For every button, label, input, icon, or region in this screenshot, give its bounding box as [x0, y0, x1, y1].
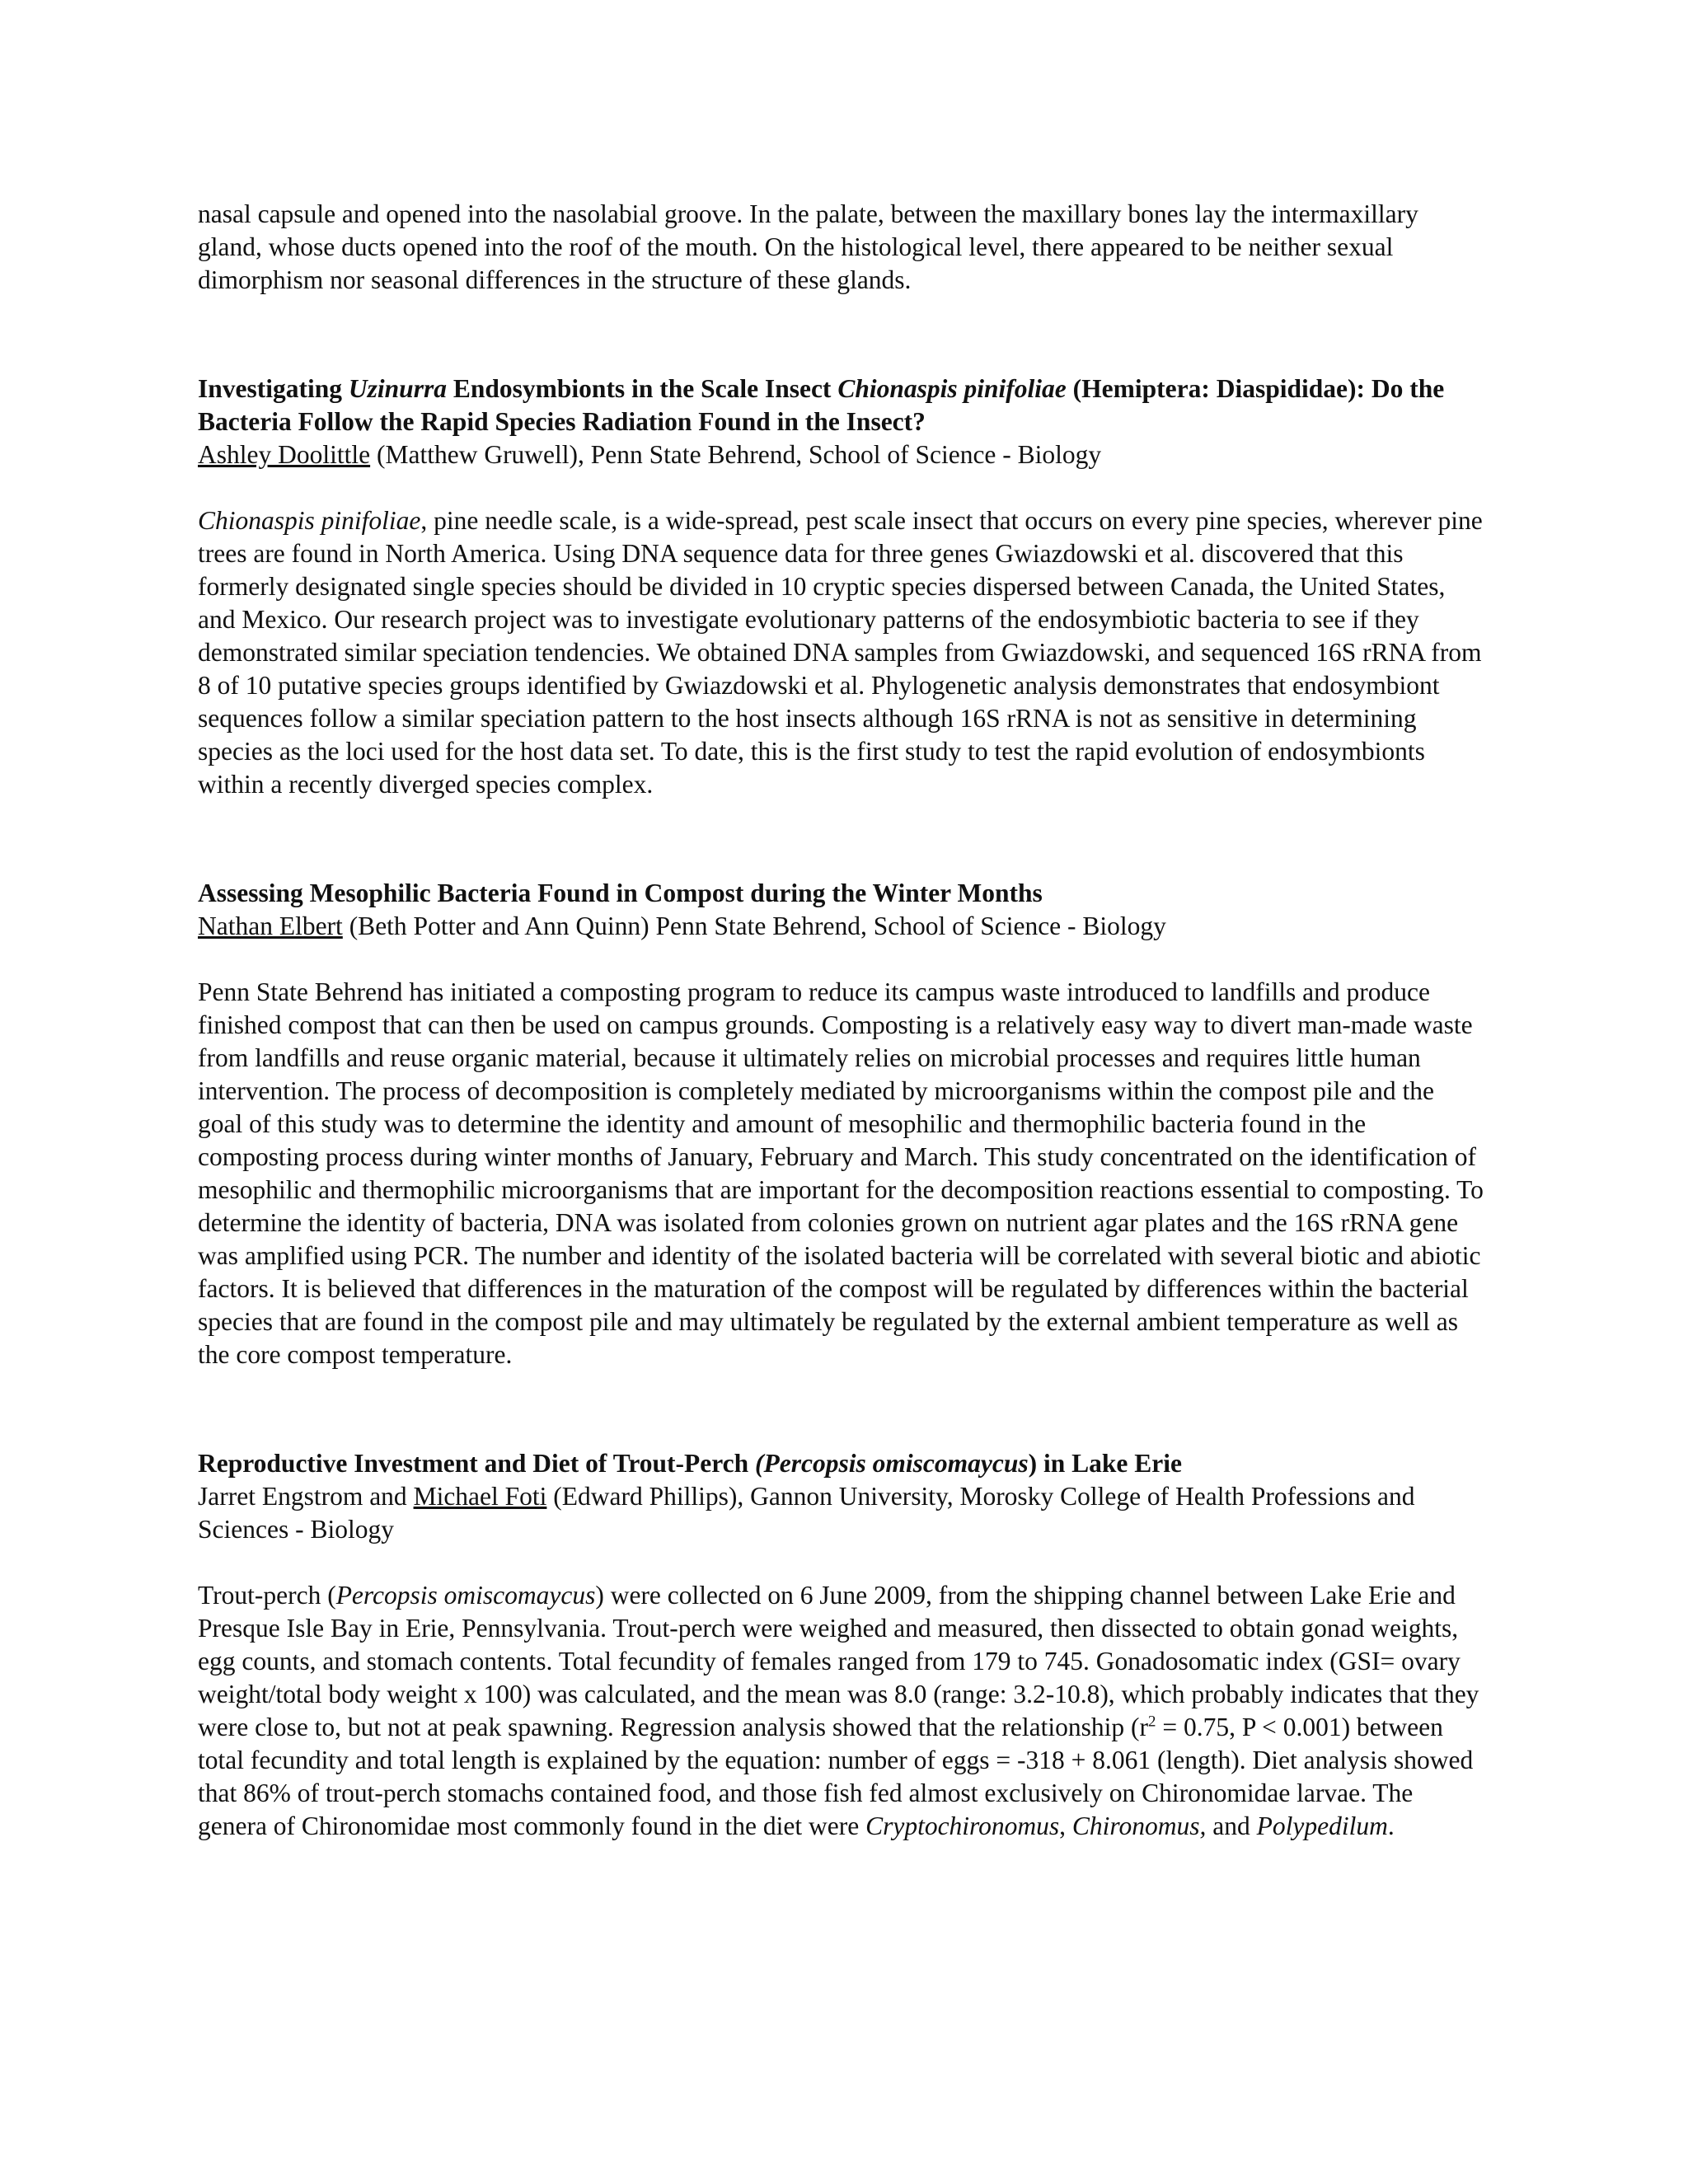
abstract-authors [198, 1480, 1484, 1546]
title-taxon: (Percopsis omiscomaycus [755, 1449, 1029, 1478]
abstract-title [198, 373, 1484, 438]
abstract-title [198, 877, 1484, 910]
body-text: . [1387, 1811, 1395, 1840]
body-taxon: Chironomus, [1071, 1811, 1207, 1840]
abstract-3 [198, 1447, 1484, 1843]
document-page [198, 198, 1484, 1843]
body-text: ) were collected on 6 June 2009, from the shipping channel between Lake Erie and Presque Isle Bay in Erie, Pennsylvania. Trout-perch were weighed and measured, then dissected to obtain gonad weights, egg counts, and stomach contents. Total fecundity of females ranged from 179 to 745. Gonadosomatic index (GSI= ovary weight/total body weight x 100) was calculated, and the mean was 8.0 (range: 3.2-10.8), which probably indicates that they were close to, but not at peak spawning. Regression analysis showed that the relationship (r [198, 1581, 1479, 1741]
body-text: , [1059, 1811, 1072, 1840]
title-text: Reproductive Investment and Diet of Trout-Perch [198, 1449, 756, 1478]
title-text: (Hemiptera: Diaspididae): Do the Bacteria Follow the Rapid Species Radiation Found in the Insect? [198, 374, 1445, 436]
presenter-name: Michael Foti [413, 1482, 547, 1511]
body-taxon: Cryptochironomus [865, 1811, 1060, 1840]
body-text: Trout-perch ( [198, 1581, 336, 1610]
presenter-name: Ashley Doolittle [198, 440, 371, 469]
co-author: Jarret Engstrom and [198, 1482, 414, 1511]
body-text: = 0.75, P < 0.001) between total fecundity and total length is explained by the equation: number of eggs = -318 + 8.061 (length). Diet analysis showed that 86% of trout-perch stomachs contained food, and those fish fed almost exclusively on Chironomidae larvae. The genera of Chironomidae most commonly found in the diet were [198, 1713, 1474, 1840]
authors-affiliation: (Matthew Gruwell), Penn State Behrend, School of Science - Biology [370, 440, 1102, 469]
title-text: Endosymbionts in the Scale Insect [446, 374, 838, 403]
authors-affiliation: (Edward Phillips), Gannon University, Morosky College of Health Professions and Sciences - Biology [198, 1482, 1415, 1544]
body-text: Penn State Behrend has initiated a composting program to reduce its campus waste introduced to landfills and produce finished compost that can then be used on campus grounds. Composting is a relatively easy way to divert man-made waste from landfills and reuse organic material, because it ultimately relies on microbial processes and requires little human intervention. The process of decomposition is completely mediated by microorganisms within the compost pile and the goal of this study was to determine the identity and amount of mesophilic and thermophilic bacteria found in the composting process during winter months of January, February and March. This study concentrated on the identification of mesophilic and thermophilic microorganisms that are important for the decomposition reactions essential to composting. To determine the identity of bacteria, DNA was isolated from colonies grown on nutrient agar plates and the 16S rRNA gene was amplified using PCR. The number and identity of the isolated bacteria will be correlated with several biotic and abiotic factors. It is believed that differences in the maturation of the compost will be regulated by differences within the bacterial species that are found in the compost pile and may ultimately be regulated by the external ambient temperature as well as the core compost temperature. [198, 977, 1484, 1369]
body-taxon: Polypedilum [1256, 1811, 1388, 1840]
abstract-authors [198, 910, 1484, 943]
abstract-title [198, 1447, 1484, 1480]
body-text: and [1206, 1811, 1257, 1840]
abstract-body [198, 1579, 1484, 1843]
body-taxon: Percopsis omiscomaycus [335, 1581, 596, 1610]
authors-affiliation: (Beth Potter and Ann Quinn) Penn State Behrend, School of Science - Biology [342, 912, 1166, 940]
title-text: Investigating [198, 374, 349, 403]
title-text: ) in Lake Erie [1028, 1449, 1183, 1478]
presenter-name: Nathan Elbert [198, 912, 343, 940]
abstract-authors [198, 438, 1484, 471]
title-taxon: Chionaspis pinifoliae [837, 374, 1067, 403]
abstract-body [198, 504, 1484, 801]
body-taxon: Chionaspis pinifoliae [198, 506, 421, 535]
superscript: 2 [1147, 1713, 1156, 1731]
abstract-body [198, 976, 1484, 1371]
body-text: , pine needle scale, is a wide-spread, pest scale insect that occurs on every pine species, wherever pine trees are found in North America. Using DNA sequence data for three genes Gwiazdowski et al. discovered that this formerly designated single species should be divided in 10 cryptic species dispersed between Canada, the United States, and Mexico. Our research project was to investigate evolutionary patterns of the endosymbiotic bacteria to see if they demonstrated similar speciation tendencies. We obtained DNA samples from Gwiazdowski, and sequenced 16S rRNA from 8 of 10 putative species groups identified by Gwiazdowski et al. Phylogenetic analysis demonstrates that endosymbiont sequences follow a similar speciation pattern to the host insects although 16S rRNA is not as sensitive in determining species as the loci used for the host data set. To date, this is the first study to test the rapid evolution of endosymbionts within a recently diverged species complex. [198, 506, 1483, 799]
intro-paragraph: nasal capsule and opened into the nasolabial groove. In the palate, between the maxillary bones lay the intermaxillary gland, whose ducts opened into the roof of the mouth. On the histological level, there appeared to be neither sexual dimorphism nor seasonal differences in the structure of these glands. [198, 199, 1418, 294]
title-text: Assessing Mesophilic Bacteria Found in Compost during the Winter Months [198, 879, 1043, 907]
abstract-2 [198, 877, 1484, 1371]
abstract-1 [198, 373, 1484, 801]
title-taxon: Uzinurra [348, 374, 447, 403]
